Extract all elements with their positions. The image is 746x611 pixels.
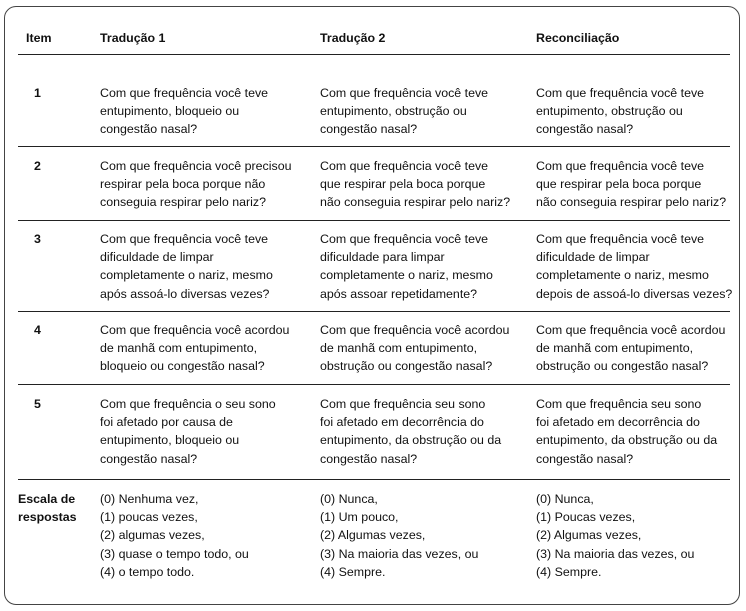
row-1-number: 1 — [34, 86, 41, 100]
row-divider — [18, 220, 730, 221]
header-divider — [18, 54, 730, 55]
row-5-reconciliation: Com que frequência seu sono foi afetado em decorrência do entupimento, da obstrução ou da congestão nasal? — [536, 397, 718, 466]
scale-translation-1: (0) Nenhuma vez, (1) poucas vezes, (2) algumas vezes, (3) quase o tempo todo, ou (4) o tempo todo. — [100, 492, 249, 579]
row-5-translation-2: Com que frequência seu sono foi afetado em decorrência do entupimento, da obstrução ou da congestão nasal? — [320, 397, 502, 466]
header-reconciliation: Reconciliação — [536, 31, 620, 45]
row-2-translation-2: Com que frequência você teve que respirar pela boca porque não conseguia respirar pelo nariz? — [320, 159, 511, 210]
row-1-reconciliation: Com que frequência você teve entupimento, obstrução ou congestão nasal? — [536, 86, 705, 137]
row-4-translation-2: Com que frequência você acordou de manhã com entupimento, obstrução ou congestão nasal? — [320, 323, 510, 374]
row-3-translation-1: Com que frequência você teve dificuldade de limpar completamente o nariz, mesmo após assoá-lo diversas vezes? — [100, 232, 273, 301]
row-3-reconciliation: Com que frequência você teve dificuldade de limpar completamente o nariz, mesmo depois de assoá-lo diversas vezes? — [536, 232, 733, 301]
scale-reconciliation: (0) Nunca, (1) Poucas vezes, (2) Algumas vezes, (3) Na maioria das vezes, ou (4) Sempre. — [536, 492, 695, 579]
header-translation-2: Tradução 2 — [320, 31, 386, 45]
row-2-number: 2 — [34, 159, 41, 173]
row-4-translation-1: Com que frequência você acordou de manhã com entupimento, bloqueio ou congestão nasal? — [100, 323, 290, 374]
row-4-reconciliation: Com que frequência você acordou de manhã com entupimento, obstrução ou congestão nasal? — [536, 323, 726, 374]
row-2-translation-1: Com que frequência você precisou respirar pela boca porque não conseguia respirar pelo nariz? — [100, 159, 292, 210]
scale-label: Escala de respostas — [18, 492, 77, 525]
row-5-number: 5 — [34, 397, 41, 411]
row-divider — [18, 479, 730, 480]
row-divider — [18, 146, 730, 147]
header-item: Item — [26, 31, 52, 45]
scale-translation-2: (0) Nunca, (1) Um pouco, (2) Algumas vezes, (3) Na maioria das vezes, ou (4) Sempre. — [320, 492, 479, 579]
row-divider — [18, 311, 730, 312]
row-3-number: 3 — [34, 232, 41, 246]
row-4-number: 4 — [34, 323, 41, 337]
row-2-reconciliation: Com que frequência você teve que respirar pela boca porque não conseguia respirar pelo nariz? — [536, 159, 727, 210]
header-translation-1: Tradução 1 — [100, 31, 166, 45]
row-1-translation-2: Com que frequência você teve entupimento, obstrução ou congestão nasal? — [320, 86, 489, 137]
row-1-translation-1: Com que frequência você teve entupimento, bloqueio ou congestão nasal? — [100, 86, 269, 137]
row-3-translation-2: Com que frequência você teve dificuldade para limpar completamente o nariz, mesmo após assoar repetidamente? — [320, 232, 493, 301]
row-divider — [18, 384, 730, 385]
row-5-translation-1: Com que frequência o seu sono foi afetado por causa de entupimento, bloqueio ou congestão nasal? — [100, 397, 276, 466]
